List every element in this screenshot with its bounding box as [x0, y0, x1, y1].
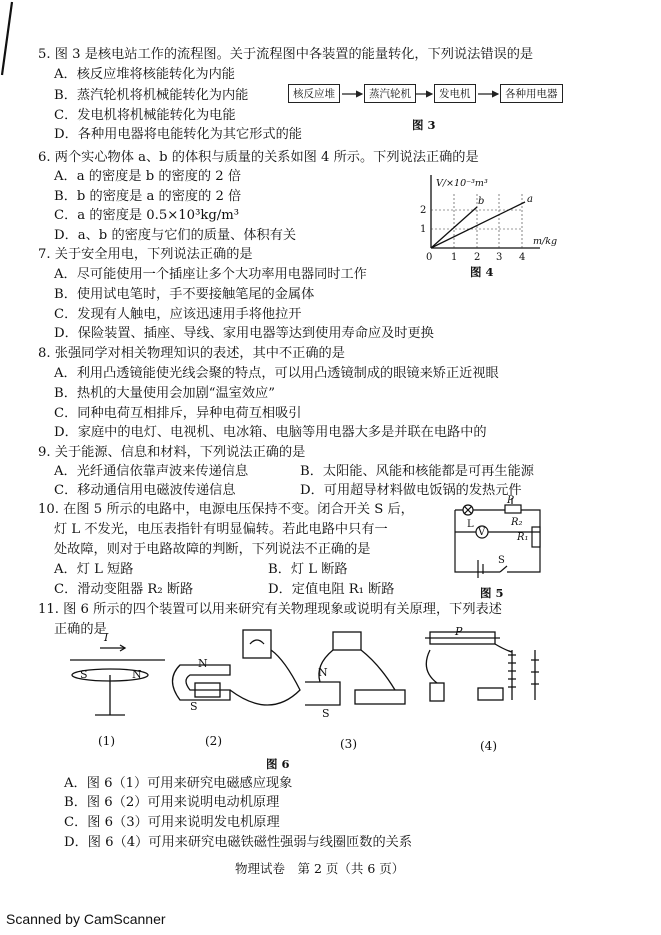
fig4-line-label-a: a [527, 194, 533, 205]
fig6-3-label-n: N [318, 666, 328, 679]
q5-option-d: D．各种用电器将电能转化为其它形式的能 [54, 127, 302, 142]
q10-option-c: C．滑动变阻器 R₂ 断路 [54, 582, 194, 597]
q11-stem-line2: 正确的是 [54, 622, 107, 637]
fig6-1-label-i: I [104, 631, 109, 644]
fig6-subcaption-1: (1) [98, 734, 115, 748]
fig4-xtick-2: 2 [474, 252, 481, 263]
q9-option-d: D．可用超导材料做电饭锅的发热元件 [300, 483, 522, 498]
q5-option-c: C．发电机将机械能转化为电能 [54, 108, 236, 123]
q11-option-a: A．图 6（1）可用来研究电磁感应现象 [64, 776, 293, 791]
fig4-ytick-2: 2 [420, 205, 427, 216]
fig6-2-label-s: S [190, 700, 198, 713]
fig6-1-label-n: N [132, 668, 142, 681]
flow-box-turbine: 蒸汽轮机 [364, 84, 416, 103]
q5-option-b: B．蒸汽轮机将机械能转化为内能 [54, 88, 249, 103]
q9-stem: 9. 关于能源、信息和材料，下列说法正确的是 [38, 445, 306, 460]
q10-stem-line1: 10. 在图 5 所示的电路中，电源电压保持不变。闭合开关 S 后， [38, 502, 414, 517]
q5-stem: 5. 图 3 是核电站工作的流程图。关于流程图中各装置的能量转化，下列说法错误的是 [38, 47, 534, 62]
fig6-2-label-n: N [198, 657, 208, 670]
flow-box-appliances: 各种用电器 [500, 84, 563, 103]
fig5-label-v: V [478, 527, 486, 538]
q7-option-d: D．保险装置、插座、导线、家用电器等达到使用寿命应及时更换 [54, 326, 434, 341]
q7-option-b: B．使用试电笔时，手不要接触笔尾的金属体 [54, 287, 315, 302]
q9-option-a: A．光纤通信依靠声波来传递信息 [54, 464, 249, 479]
q10-option-b: B．灯 L 断路 [268, 562, 348, 577]
fig4-xtick-0: 0 [426, 252, 433, 263]
q11-option-d: D．图 6（4）可用来研究电磁铁磁性强弱与线圈匝数的关系 [64, 835, 413, 850]
fig5-caption: 图 5 [480, 586, 504, 600]
q11-option-b: B．图 6（2）可用来说明电动机原理 [64, 795, 280, 810]
fig5-label-r2: R₂ [511, 517, 523, 528]
q7-option-c: C．发现有人触电，应该迅速用手将他拉开 [54, 307, 302, 322]
q10-option-a: A．灯 L 短路 [54, 562, 134, 577]
fig4-xlabel: m/kg [533, 236, 558, 247]
fig4-xtick-4: 4 [519, 252, 526, 263]
fig5-label-p: P [507, 495, 514, 506]
fig4-line-label-b: b [478, 196, 485, 207]
fig6-subcaption-3: (3) [340, 737, 357, 751]
q7-stem: 7. 关于安全用电，下列说法正确的是 [38, 247, 253, 262]
fig6-3-label-s: S [322, 707, 330, 720]
q11-option-c: C．图 6（3）可用来说明发电机原理 [64, 815, 280, 830]
q6-option-c: C．a 的密度是 0.5×10³kg/m³ [54, 208, 240, 223]
q8-option-b: B．热机的大量使用会加剧“温室效应” [54, 386, 275, 401]
q8-option-d: D．家庭中的电灯、电视机、电冰箱、电脑等用电器大多是并联在电路中的 [54, 425, 487, 440]
q9-option-b: B．太阳能、风能和核能都是可再生能源 [300, 464, 534, 479]
page-footer: 物理试卷 第 2 页（共 6 页） [235, 861, 405, 876]
flow-box-reactor: 核反应堆 [288, 84, 340, 103]
q10-stem-line3: 处故障，则对于电路故障的判断，下列说法不正确的是 [54, 542, 371, 557]
q10-stem-line2: 灯 L 不发光，电压表指针有明显偏转。若此电路中只有一 [54, 522, 388, 537]
q6-option-d: D．a、b 的密度与它们的质量、体积有关 [54, 228, 297, 243]
fig6-1-label-s: S [80, 668, 88, 681]
fig4-xtick-3: 3 [496, 252, 503, 263]
q6-option-b: B．b 的密度是 a 的密度的 2 倍 [54, 189, 242, 204]
q8-stem: 8. 张强同学对相关物理知识的表述，其中不正确的是 [38, 346, 345, 361]
fig6-4-label-p: P [455, 625, 463, 638]
fig6-subcaption-4: (4) [480, 739, 497, 753]
q7-option-a: A．尽可能使用一个插座让多个大功率用电器同时工作 [54, 267, 367, 282]
q6-stem: 6. 两个实心物体 a、b 的体积与质量的关系如图 4 所示。下列说法正确的是 [38, 150, 479, 165]
q5-option-a: A．核反应堆将核能转化为内能 [54, 67, 235, 82]
q8-option-a: A．利用凸透镜能使光线会聚的特点，可以用凸透镜制成的眼镜来矫正近视眼 [54, 366, 499, 381]
flow-box-generator: 发电机 [434, 84, 476, 103]
fig6-subcaption-2: (2) [205, 734, 222, 748]
fig5-label-r1: R₁ [517, 532, 529, 543]
q10-option-d: D．定值电阻 R₁ 断路 [268, 582, 395, 597]
fig5-label-l: L [467, 519, 474, 530]
q8-option-c: C．同种电荷互相排斥，异种电荷互相吸引 [54, 406, 302, 421]
q6-option-a: A．a 的密度是 b 的密度的 2 倍 [54, 169, 242, 184]
fig6-caption: 图 6 [266, 757, 290, 771]
q11-stem-line1: 11. 图 6 所示的四个装置可以用来研究有关物理现象或说明有关原理，下列表述 [38, 602, 502, 617]
fig4-caption: 图 4 [470, 265, 494, 279]
fig4-xtick-1: 1 [451, 252, 458, 263]
fig5-label-s: S [498, 555, 505, 566]
fig4-ylabel: V/×10⁻³m³ [436, 178, 488, 189]
fig4-ytick-1: 1 [420, 224, 427, 235]
q9-option-c: C．移动通信用电磁波传递信息 [54, 483, 236, 498]
fig3-caption: 图 3 [412, 118, 436, 132]
scanner-watermark: Scanned by CamScanner [6, 911, 166, 927]
